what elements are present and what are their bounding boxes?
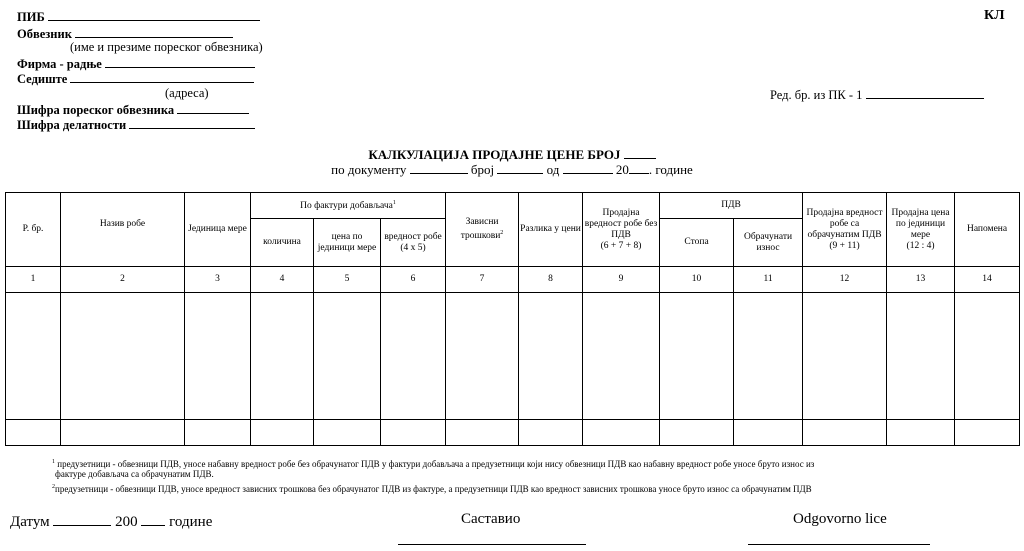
entry-cell[interactable] bbox=[6, 293, 61, 420]
doc-date-field[interactable] bbox=[563, 161, 613, 174]
company-label: Фирма - радње bbox=[17, 57, 102, 71]
footnote-1-line1: предузетници - обвезници ПДВ, уносе набавну вредност робе без обрачунатог ПДВ у фактури добављача а предузетници који нису обвезници ПДВ као набавну вредност робе уносе бруто износ из bbox=[57, 459, 815, 469]
total-cell[interactable] bbox=[519, 420, 583, 446]
activity-code-label: Шифра делатности bbox=[17, 118, 127, 132]
total-cell[interactable] bbox=[660, 420, 734, 446]
seat-label: Седиште bbox=[17, 72, 68, 86]
responsible-signature-line[interactable] bbox=[748, 544, 930, 545]
total-cell[interactable] bbox=[803, 420, 887, 446]
entry-row bbox=[6, 293, 1020, 420]
col-goods-value bbox=[381, 219, 446, 267]
address-hint: (адреса) bbox=[165, 86, 209, 100]
taxpayer-label: Обвезник bbox=[17, 27, 72, 41]
total-cell[interactable] bbox=[6, 420, 61, 446]
col-note: Напомена bbox=[955, 193, 1020, 267]
pib-field[interactable] bbox=[48, 8, 260, 21]
total-cell[interactable] bbox=[185, 420, 251, 446]
total-cell[interactable] bbox=[887, 420, 955, 446]
entry-cell[interactable] bbox=[583, 293, 660, 420]
col-sale-with-vat-formula: (9 + 11) bbox=[829, 240, 860, 251]
col-number: 8 bbox=[519, 267, 583, 293]
total-cell[interactable] bbox=[583, 420, 660, 446]
pk-ref-row bbox=[770, 86, 984, 103]
date-label: Датум bbox=[10, 514, 50, 530]
col-costs bbox=[446, 193, 519, 267]
col-sale-with-vat-label: Продајна вредност робе са обрачунатим ПДВ bbox=[806, 207, 883, 240]
pib-row bbox=[17, 8, 260, 25]
pib-label: ПИБ bbox=[17, 10, 45, 24]
entry-cell[interactable] bbox=[446, 293, 519, 420]
col-number: 10 bbox=[660, 267, 734, 293]
pk-ref-field[interactable] bbox=[866, 86, 984, 99]
group-invoice-sup: 1 bbox=[392, 200, 396, 207]
footnote-1-line2: фактуре добављача са обрачунатим ПДВ. bbox=[55, 469, 214, 479]
total-cell[interactable] bbox=[734, 420, 803, 446]
doc-number-label: број bbox=[470, 162, 495, 177]
activity-code-row bbox=[17, 116, 255, 133]
taxpayer-code-label: Шифра пореског обвезника bbox=[17, 103, 175, 117]
form-code: КЛ bbox=[984, 8, 1005, 23]
col-name: Назив робе bbox=[61, 193, 185, 267]
total-cell[interactable] bbox=[381, 420, 446, 446]
compiled-by-label: Саставио bbox=[461, 511, 521, 527]
col-sale-with-vat bbox=[803, 193, 887, 267]
sig-year-field[interactable] bbox=[141, 511, 165, 526]
title-main: КАЛКУЛАЦИЈА ПРОДАЈНЕ ЦЕНЕ БРОЈ bbox=[368, 147, 621, 162]
col-costs-label: Зависни трошкови bbox=[460, 216, 501, 242]
entry-cell[interactable] bbox=[251, 293, 314, 420]
header-row-1 bbox=[6, 193, 1020, 219]
col-unit-sale-price bbox=[887, 193, 955, 267]
year-field[interactable] bbox=[629, 161, 649, 174]
col-sale-value bbox=[583, 193, 660, 267]
entry-cell[interactable] bbox=[381, 293, 446, 420]
taxpayer-code-field[interactable] bbox=[177, 101, 249, 114]
taxpayer-hint: (име и презиме пореског обвезника) bbox=[70, 40, 263, 54]
entry-cell[interactable] bbox=[955, 293, 1020, 420]
entry-cell[interactable] bbox=[734, 293, 803, 420]
compiled-by-signature-line[interactable] bbox=[398, 544, 586, 545]
calc-number-field[interactable] bbox=[624, 146, 656, 159]
col-rate: Стопа bbox=[660, 219, 734, 267]
year-suffix-label: године bbox=[169, 514, 213, 530]
col-number: 4 bbox=[251, 267, 314, 293]
entry-cell[interactable] bbox=[185, 293, 251, 420]
col-goods-value-formula: (4 x 5) bbox=[400, 242, 426, 253]
col-unit-sale-price-label: Продајна цена по јединици мере bbox=[891, 207, 950, 240]
col-goods-value-label: вредност робе bbox=[384, 231, 442, 242]
seat-field[interactable] bbox=[70, 70, 254, 83]
col-number: 2 bbox=[61, 267, 185, 293]
total-cell[interactable] bbox=[955, 420, 1020, 446]
footnote-2-text: предузетници - обвезници ПДВ, уносе вредност зависних трошкова без обрачунатог ПДВ из фактуре, а предузетници ПДВ као вредност зависних трошкова уносе бруто износ са обрачунатим ПДВ bbox=[55, 484, 812, 494]
total-cell[interactable] bbox=[446, 420, 519, 446]
company-field[interactable] bbox=[105, 55, 255, 68]
document-field[interactable] bbox=[410, 161, 468, 174]
doc-number-field[interactable] bbox=[497, 161, 543, 174]
calculation-table bbox=[5, 192, 1020, 446]
year-suffix: . године bbox=[648, 162, 693, 177]
entry-cell[interactable] bbox=[660, 293, 734, 420]
doc-from-label: од bbox=[546, 162, 560, 177]
col-qty: количина bbox=[251, 219, 314, 267]
entry-cell[interactable] bbox=[803, 293, 887, 420]
col-number: 13 bbox=[887, 267, 955, 293]
doc-prefix: по документу bbox=[331, 162, 407, 177]
col-rb: Р. бр. bbox=[6, 193, 61, 267]
total-cell[interactable] bbox=[251, 420, 314, 446]
total-cell[interactable] bbox=[61, 420, 185, 446]
taxpayer-field[interactable] bbox=[75, 25, 233, 38]
responsible-label: Odgovorno lice bbox=[793, 511, 887, 527]
col-number: 7 bbox=[446, 267, 519, 293]
group-invoice-label: По фактури добављача bbox=[300, 201, 393, 212]
footnote-2-mark: 2 bbox=[52, 484, 55, 490]
col-unit-price: цена по јединици мере bbox=[314, 219, 381, 267]
col-vat-amount: Обрачунати износ bbox=[734, 219, 803, 267]
col-number: 11 bbox=[734, 267, 803, 293]
entry-cell[interactable] bbox=[887, 293, 955, 420]
col-unit: Јединица мере bbox=[185, 193, 251, 267]
seat-row bbox=[17, 70, 254, 87]
col-number: 1 bbox=[6, 267, 61, 293]
col-sale-value-label: Продајна вредност робе без ПДВ bbox=[584, 207, 658, 240]
col-number: 9 bbox=[583, 267, 660, 293]
col-number: 12 bbox=[803, 267, 887, 293]
column-number-row bbox=[6, 267, 1020, 293]
entry-cell[interactable] bbox=[61, 293, 185, 420]
total-cell[interactable] bbox=[314, 420, 381, 446]
pk-ref-label: Ред. бр. из ПК - 1 bbox=[770, 88, 863, 102]
col-sale-value-formula: (6 + 7 + 8) bbox=[600, 240, 642, 251]
footnote-1-mark: 1 bbox=[52, 459, 55, 465]
footnote-2 bbox=[52, 482, 812, 495]
group-invoice bbox=[251, 193, 446, 219]
col-number: 14 bbox=[955, 267, 1020, 293]
col-costs-sup: 2 bbox=[500, 229, 504, 236]
entry-cell[interactable] bbox=[314, 293, 381, 420]
date-row bbox=[10, 511, 212, 531]
entry-cell[interactable] bbox=[519, 293, 583, 420]
col-diff: Разлика у цени bbox=[519, 193, 583, 267]
col-number: 6 bbox=[381, 267, 446, 293]
document-subtitle bbox=[0, 161, 1024, 178]
col-number: 5 bbox=[314, 267, 381, 293]
total-row bbox=[6, 420, 1020, 446]
activity-code-field[interactable] bbox=[129, 116, 255, 129]
date-field[interactable] bbox=[53, 511, 111, 526]
year-label: 200 bbox=[115, 514, 138, 530]
year-prefix: 20 bbox=[615, 162, 629, 177]
group-vat: ПДВ bbox=[660, 193, 803, 219]
col-unit-sale-price-formula: (12 : 4) bbox=[906, 240, 935, 251]
col-number: 3 bbox=[185, 267, 251, 293]
